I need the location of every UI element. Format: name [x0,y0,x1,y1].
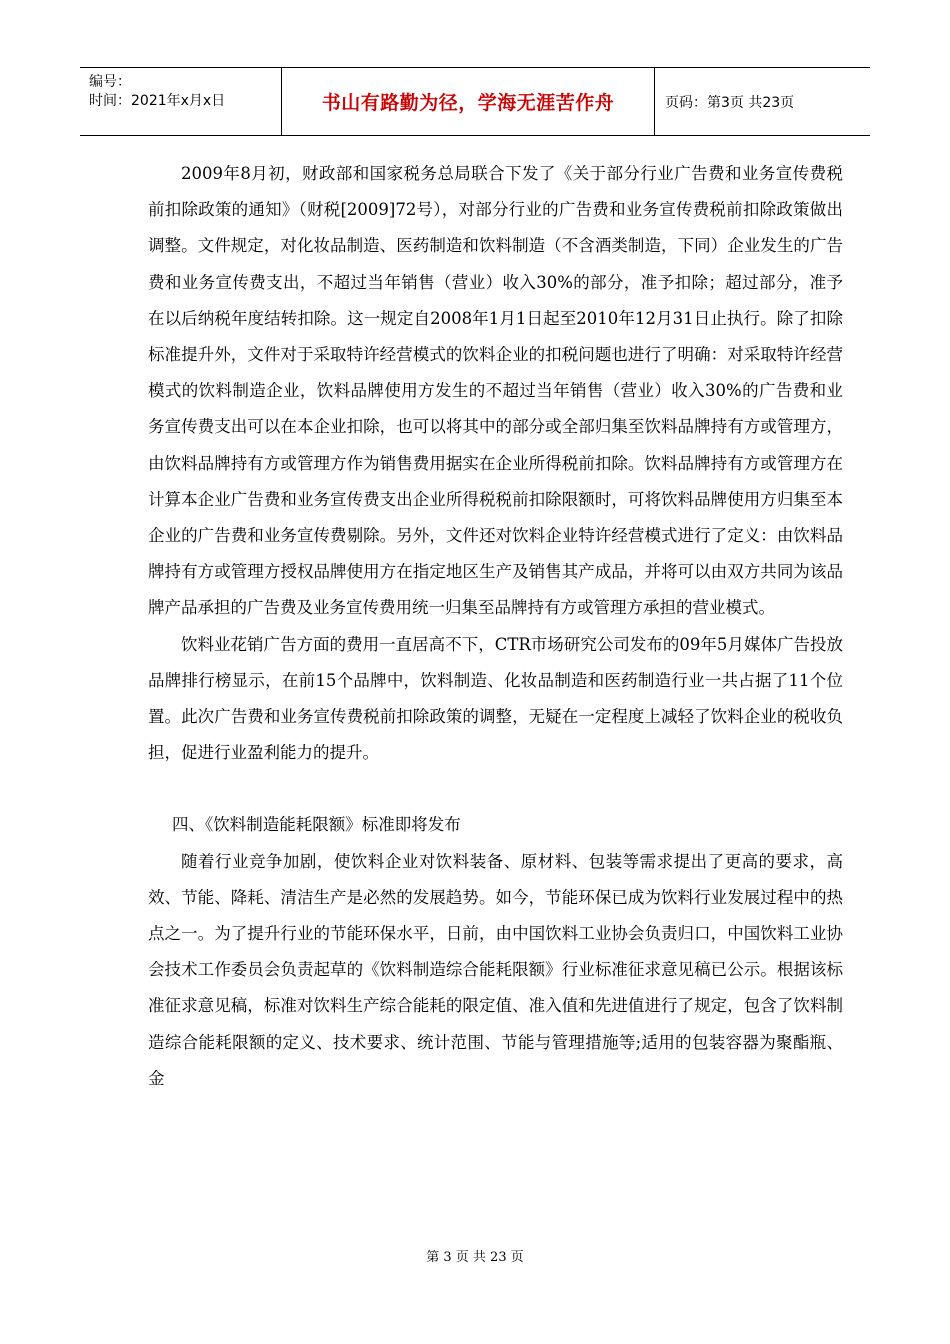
paragraph-advertising-cost: 饮料业花销广告方面的费用一直居高不下，CTR市场研究公司发布的09年5月媒体广告投放品牌排行榜显示，在前15个品牌中，饮料制造、化妆品制造和医药制造行业一共占据了11个位置。此次广告费和业务宣传费税前扣除政策的调整，无疑在一定程度上减轻了饮料企业的税收负担，促进行业盈利能力的提升。 [148,634,843,763]
document-time-label: 时间：2021年x月x日 [89,93,226,109]
header-motto-cell [282,68,655,135]
paragraph-tax-policy: 2009年8月初，财政部和国家税务总局联合下发了《关于部分行业广告费和业务宣传费税前扣除政策的通知》（财税[2009]72号），对部分行业的广告费和业务宣传费税前扣除政策做出调整。文件规定，对化妆品制造、医药制造和饮料制造（不含酒类制造，下同）企业发生的广告费和业务宣传费支出，不超过当年销售（营业）收入30%的部分，准予扣除；超过部分，准予在以后纳税年度结转扣除。这一规定自2008年1月1日起至2010年12月31日止执行。除了扣除标准提升外，文件对于采取特许经营模式的饮料企业的扣税问题也进行了明确：对采取特许经营模式的饮料制造企业，饮料品牌使用方发生的不超过当年销售（营业）收入30%的广告费和业务宣传费支出可以在本企业扣除，也可以将其中的部分或全部归集至饮料品牌持有方或管理方，由饮料品牌持有方或管理方作为销售费用据实在企业所得税前扣除。饮料品牌持有方或管理方在计算本企业广告费和业务宣传费支出企业所得税税前扣除限额时，可将饮料品牌使用方归集至本企业的广告费和业务宣传费剔除。另外，文件还对饮料企业特许经营模式进行了定义：由饮料品牌持有方或管理方授权品牌使用方在指定地区生产及销售其产成品，并将可以由双方共同为该品牌产品承担的广告费及业务宣传费用统一归集至品牌持有方或管理方承担的营业模式。 [148,164,843,618]
document-header [80,67,870,136]
document-number-label: 编号： [89,74,131,90]
header-motto: 书山有路勤为径，学海无涯苦作舟 [321,92,615,114]
section-heading-energy-standard: 四、《饮料制造能耗限额》标准即将发布 [172,815,461,835]
document-body [148,156,843,1097]
header-page-info: 页码：第3页 共23页 [665,94,795,111]
section-spacer [148,771,843,807]
header-page-cell [655,68,870,135]
paragraph-energy-standard: 随着行业竞争加剧，使饮料企业对饮料装备、原材料、包装等需求提出了更高的要求，高效、节能、降耗、清洁生产是必然的发展趋势。如今，节能环保已成为饮料行业发展过程中的热点之一。为了提升行业的节能环保水平，日前，由中国饮料工业协会负责归口，中国饮料工业协会技术工作委员会负责起草的《饮料制造综合能耗限额》行业标准征求意见稿已公示。根据该标准征求意见稿，标准对饮料生产综合能耗的限定值、准入值和先进值进行了规定，包含了饮料制造综合能耗限额的定义、技术要求、统计范围、节能与管理措施等;适用的包装容器为聚酯瓶、金 [148,851,843,1088]
page-footer: 第 3 页 共 23 页 [426,1250,524,1265]
header-meta-cell [80,68,282,135]
